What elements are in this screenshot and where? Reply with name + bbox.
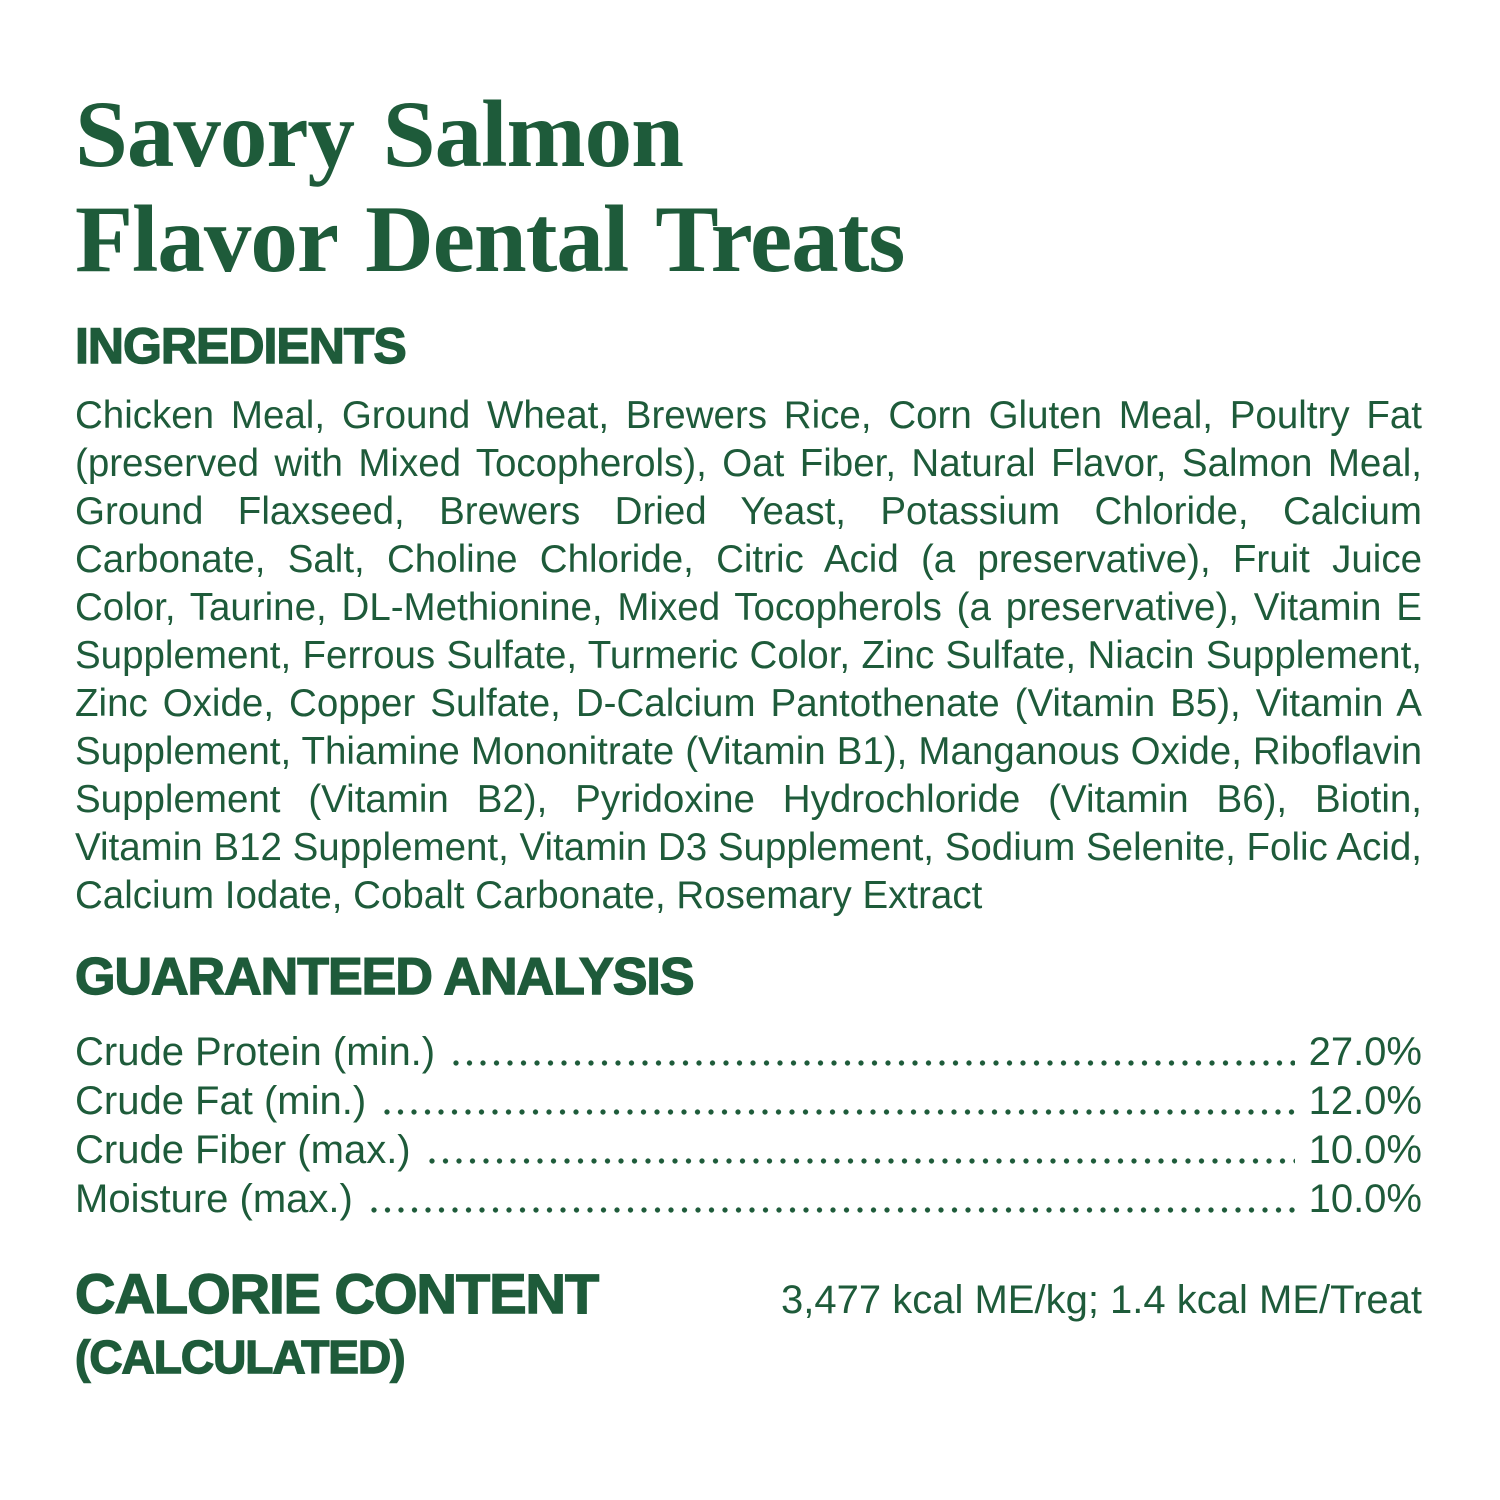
analysis-row-moisture xyxy=(75,1175,1422,1224)
analysis-label: Moisture (max.) xyxy=(75,1177,353,1221)
ingredients-heading: INGREDIENTS xyxy=(75,318,406,374)
dotted-leader xyxy=(384,1109,1294,1115)
calorie-calculated-subheading: (CALCULATED) xyxy=(75,1331,405,1383)
analysis-value: 27.0% xyxy=(1308,1030,1422,1074)
calorie-heading-block xyxy=(75,1264,598,1382)
dotted-leader xyxy=(429,1158,1295,1164)
analysis-row-crude-fat xyxy=(75,1077,1422,1126)
analysis-label: Crude Fiber (max.) xyxy=(75,1128,411,1172)
dotted-leader xyxy=(453,1060,1294,1066)
analysis-value: 10.0% xyxy=(1308,1177,1422,1221)
dotted-leader xyxy=(371,1207,1295,1213)
analysis-label: Crude Fat (min.) xyxy=(75,1079,367,1123)
analysis-value: 12.0% xyxy=(1308,1079,1422,1123)
product-title xyxy=(75,82,1422,292)
guaranteed-analysis-heading: GUARANTEED ANALYSIS xyxy=(75,948,694,1006)
guaranteed-analysis-table xyxy=(75,1028,1422,1224)
calorie-content-section xyxy=(75,1264,1422,1382)
calorie-content-heading: CALORIE CONTENT xyxy=(75,1262,599,1325)
product-title-line1: Savory Salmon xyxy=(75,81,683,187)
calorie-content-value: 3,477 kcal ME/kg; 1.4 kcal ME/Treat xyxy=(781,1278,1422,1322)
ingredients-list: Chicken Meal, Ground Wheat, Brewers Rice, Corn Gluten Meal, Poultry Fat (preserved with Mixed Tocopherols), Oat Fiber, Natural Flavor, Salmon Meal, Ground Flaxseed, Brewers Dried Yeast, Potassium Chloride, Calcium Carbonate, Salt, Choline Chloride, Citric Acid (a preservative), Fruit Juice Color, Taurine, DL-Methionine, Mixed Tocopherols (a preservative), Vitamin E Supplement, Ferrous Sulfate, Turmeric Color, Zinc Sulfate, Niacin Supplement, Zinc Oxide, Copper Sulfate, D-Calcium Pantothenate (Vitamin B5), Vitamin A Supplement, Thiamine Mononitrate (Vitamin B1), Manganous Oxide, Riboflavin Supplement (Vitamin B2), Pyridoxine Hydrochloride (Vitamin B6), Biotin, Vitamin B12 Supplement, Vitamin D3 Supplement, Sodium Selenite, Folic Acid, Calcium Iodate, Cobalt Carbonate, Rosemary Extract xyxy=(75,394,1422,917)
analysis-label: Crude Protein (min.) xyxy=(75,1030,436,1074)
product-title-line2: Flavor Dental Treats xyxy=(75,186,905,292)
analysis-value: 10.0% xyxy=(1308,1128,1422,1172)
analysis-row-crude-fiber xyxy=(75,1126,1422,1175)
analysis-row-crude-protein xyxy=(75,1028,1422,1077)
